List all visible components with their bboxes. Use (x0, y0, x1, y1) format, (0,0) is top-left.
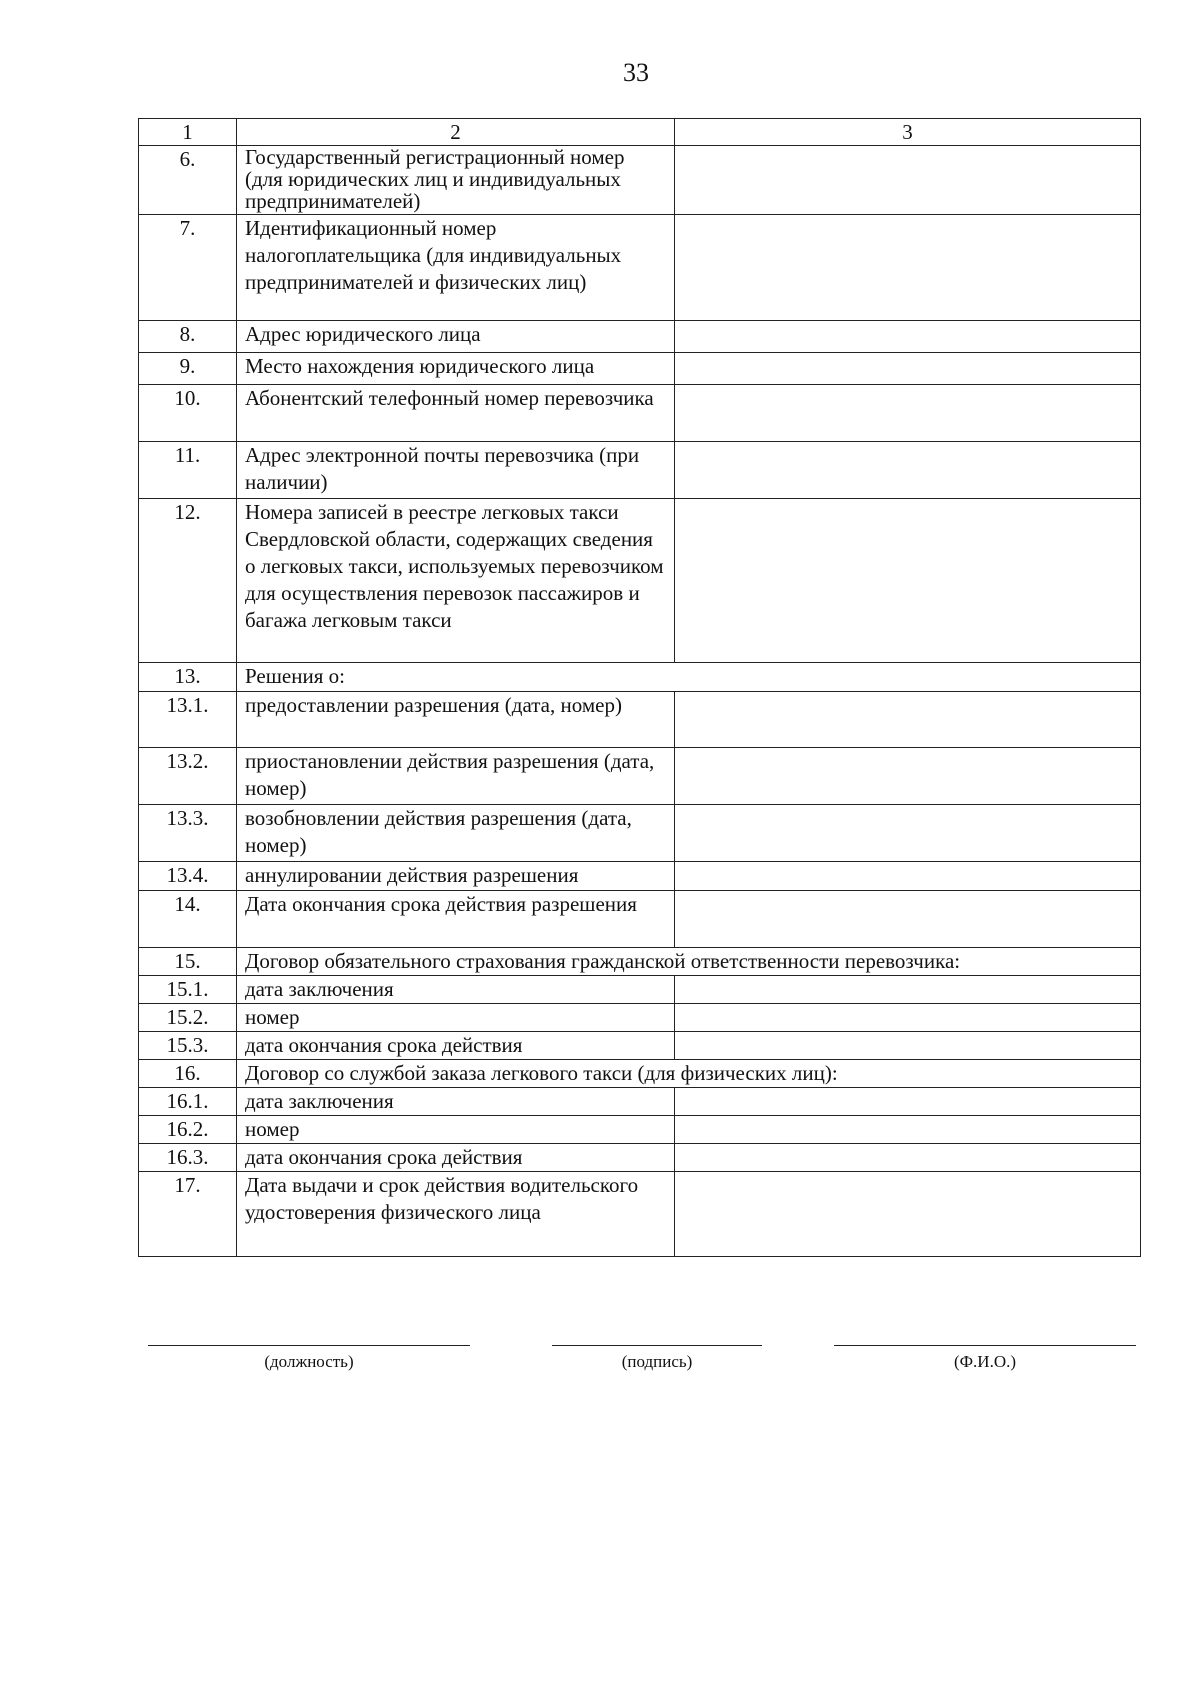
table-row (139, 442, 1141, 499)
row-number: 7. (139, 215, 237, 321)
row-value-cell[interactable] (675, 692, 1141, 748)
row-number: 15.1. (139, 976, 237, 1004)
row-label: номер (237, 1004, 675, 1032)
table-row-section (139, 663, 1141, 692)
carrier-info-table (138, 118, 1141, 1257)
table-row (139, 692, 1141, 748)
row-label: предоставлении разрешения (дата, номер) (237, 692, 675, 748)
row-label: номер (237, 1116, 675, 1144)
row-value-cell[interactable] (675, 1116, 1141, 1144)
row-value-cell[interactable] (675, 1144, 1141, 1172)
row-value-cell[interactable] (675, 1172, 1141, 1257)
row-number: 11. (139, 442, 237, 499)
column-header-3: 3 (675, 119, 1141, 146)
table-row (139, 891, 1141, 948)
table-row (139, 1172, 1141, 1257)
row-value-cell[interactable] (675, 215, 1141, 321)
row-value-cell[interactable] (675, 353, 1141, 385)
table-row (139, 385, 1141, 442)
table-row (139, 353, 1141, 385)
table-row-section (139, 1060, 1141, 1088)
table-row-section (139, 948, 1141, 976)
row-label: Место нахождения юридического лица (237, 353, 675, 385)
table-row (139, 1004, 1141, 1032)
name-caption: (Ф.И.О.) (953, 1352, 1017, 1371)
row-label: Адрес электронной почты перевозчика (при наличии) (237, 442, 675, 499)
table-row (139, 215, 1141, 321)
row-number: 16.2. (139, 1116, 237, 1144)
row-number: 13. (139, 663, 237, 692)
column-header-2: 2 (237, 119, 675, 146)
signature-line[interactable] (552, 1345, 762, 1346)
row-value-cell[interactable] (675, 976, 1141, 1004)
section-label: Решения о: (237, 663, 1141, 692)
page-number: 33 (623, 58, 649, 87)
row-value-cell[interactable] (675, 891, 1141, 948)
position-signature-block (148, 1345, 470, 1372)
name-signature-block (834, 1345, 1136, 1372)
table-row (139, 862, 1141, 891)
table-row (139, 1032, 1141, 1060)
row-value-cell[interactable] (675, 1032, 1141, 1060)
row-label: дата заключения (237, 976, 675, 1004)
section-label: Договор обязательного страхования гражданской ответственности перевозчика: (237, 948, 1141, 976)
table-row (139, 805, 1141, 862)
table-header-row (139, 119, 1141, 146)
name-line[interactable] (834, 1345, 1136, 1346)
row-label: возобновлении действия разрешения (дата, номер) (237, 805, 675, 862)
row-number: 16.3. (139, 1144, 237, 1172)
table-row (139, 321, 1141, 353)
row-label: Адрес юридического лица (237, 321, 675, 353)
row-number: 13.4. (139, 862, 237, 891)
row-number: 15.2. (139, 1004, 237, 1032)
row-value-cell[interactable] (675, 862, 1141, 891)
row-number: 12. (139, 499, 237, 663)
row-value-cell[interactable] (675, 321, 1141, 353)
row-number: 16. (139, 1060, 237, 1088)
signature-caption: (подпись) (621, 1352, 693, 1371)
table-row (139, 1116, 1141, 1144)
row-label: Дата выдачи и срок действия водительского удостоверения физического лица (237, 1172, 675, 1257)
table-row (139, 499, 1141, 663)
row-value-cell[interactable] (675, 442, 1141, 499)
row-number: 8. (139, 321, 237, 353)
table-row (139, 748, 1141, 805)
position-caption: (должность) (264, 1352, 354, 1371)
row-number: 14. (139, 891, 237, 948)
signature-section (0, 1345, 1200, 1405)
row-number: 13.3. (139, 805, 237, 862)
row-value-cell[interactable] (675, 385, 1141, 442)
row-number: 15.3. (139, 1032, 237, 1060)
table-row (139, 146, 1141, 215)
table-row (139, 976, 1141, 1004)
row-value-cell[interactable] (675, 1088, 1141, 1116)
position-line[interactable] (148, 1345, 470, 1346)
row-number: 9. (139, 353, 237, 385)
row-number: 15. (139, 948, 237, 976)
row-label: дата заключения (237, 1088, 675, 1116)
row-value-cell[interactable] (675, 1004, 1141, 1032)
row-number: 16.1. (139, 1088, 237, 1116)
column-header-1: 1 (139, 119, 237, 146)
row-label: Номера записей в реестре легковых такси Свердловской области, содержащих сведения о легковых такси, используемых перевозчиком для осуществления перевозок пассажиров и багажа легковым такси (237, 499, 675, 663)
row-value-cell[interactable] (675, 146, 1141, 215)
row-label: дата окончания срока действия (237, 1032, 675, 1060)
row-value-cell[interactable] (675, 499, 1141, 663)
row-value-cell[interactable] (675, 748, 1141, 805)
section-label: Договор со службой заказа легкового такси (для физических лиц): (237, 1060, 1141, 1088)
row-label: Государственный регистрационный номер (для юридических лиц и индивидуальных предпринимателей) (237, 146, 675, 215)
row-number: 17. (139, 1172, 237, 1257)
row-number: 6. (139, 146, 237, 215)
row-number: 13.1. (139, 692, 237, 748)
row-label: аннулировании действия разрешения (237, 862, 675, 891)
row-label: Дата окончания срока действия разрешения (237, 891, 675, 948)
row-value-cell[interactable] (675, 805, 1141, 862)
row-number: 10. (139, 385, 237, 442)
signature-block (552, 1345, 762, 1372)
row-number: 13.2. (139, 748, 237, 805)
table-row (139, 1144, 1141, 1172)
row-label: Идентификационный номер налогоплательщика (для индивидуальных предпринимателей и физических лиц) (237, 215, 675, 321)
row-label: Абонентский телефонный номер перевозчика (237, 385, 675, 442)
row-label: приостановлении действия разрешения (дата, номер) (237, 748, 675, 805)
row-label: дата окончания срока действия (237, 1144, 675, 1172)
table-row (139, 1088, 1141, 1116)
